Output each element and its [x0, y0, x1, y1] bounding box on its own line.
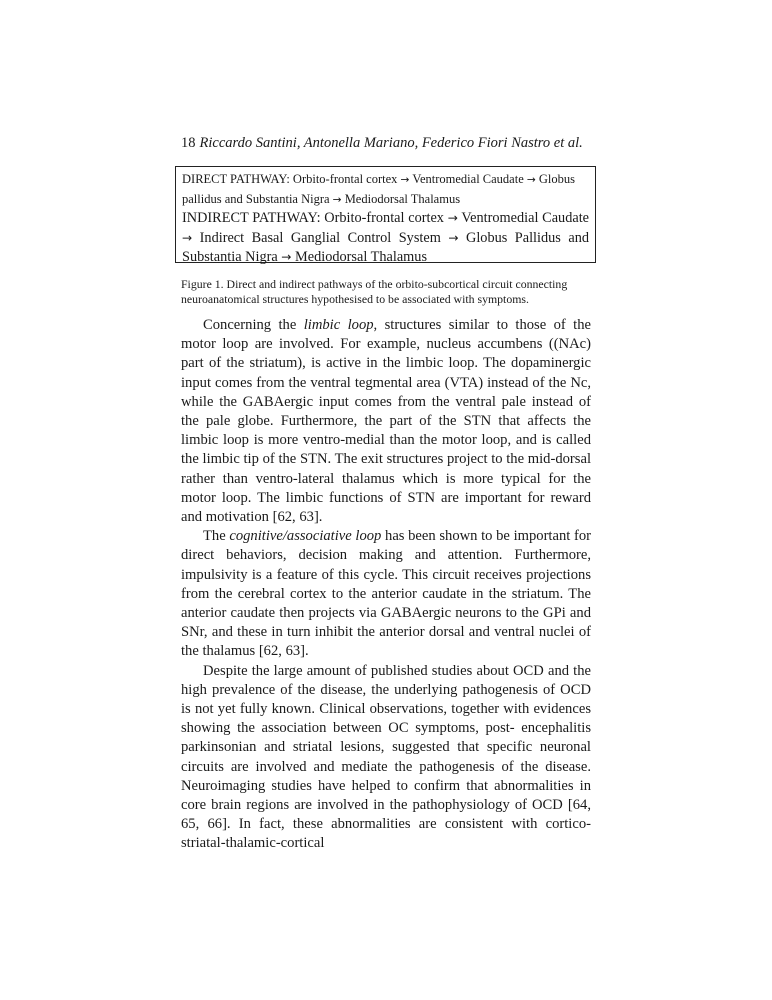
figure-1-pathway-box	[175, 166, 596, 263]
indirect-step-4: Globus Pallidus and Substantia Nigra	[182, 229, 589, 265]
direct-pathway-label: DIRECT PATHWAY:	[182, 172, 290, 186]
paragraph-text: has been shown to be important for direct behaviors, decision making and attention. Furthermore, impulsivity is a feature of this cycle. This circuit receives projections from the cerebral cortex to the anterior caudate in the striatum. The anterior caudate then projects via GABAergic neurons to the GPi and SNr, and these in turn inhibit the anterior dorsal and ventral nuclei of the thalamus [62, 63].	[181, 528, 591, 660]
right-arrow-icon: →	[281, 250, 292, 264]
paragraph-text: The	[203, 528, 230, 545]
right-arrow-icon: →	[447, 211, 458, 225]
right-arrow-icon: →	[526, 173, 536, 186]
direct-pathway	[182, 170, 589, 209]
body-text	[181, 316, 591, 854]
paragraph-limbic-loop	[181, 316, 591, 527]
direct-step-3: Globus pallidus and Substantia Nigra	[182, 172, 576, 206]
paragraph-text: Concerning the	[203, 317, 304, 333]
page-number: 18	[181, 135, 196, 151]
paragraph-text: , structures similar to those of the motor loop are involved. For example, nucleus accumbens ((NAc) part of the striatum), is active in the limbic loop. The dopaminergic input comes from the ventral tegmental area (VTA) instead of the Nc, while the GABAergic input comes from the ventral pale instead of the pale globe. Furthermore, the part of the STN that affects the limbic loop is more ventro-medial than the motor loop, and is called the limbic tip of the STN. The exit structures project to the mid-dorsal rather than ventro-lateral thalamus which is more typical for the motor loop. The limbic functions of STN are important for reward and motivation [62, 63].	[181, 317, 591, 526]
right-arrow-icon: →	[332, 192, 342, 206]
paragraph-ocd-pathogenesis: Despite the large amount of published studies about OCD and the high prevalence of the disease, the underlying pathogenesis of OCD is not yet fully known. Clinical observations, together with evidences showing the association between OC symptoms, post- encephalitis parkinsonian and striatal lesions, suggested that specific neuronal circuits are involved and mediate the pathogenesis of the disease. Neuroimaging studies have helped to confirm that abnormalities in core brain regions are involved in the pathophysiology of OCD [64, 65, 66]. In fact, these abnormalities are consistent with cortico-striatal-thalamic-cortical	[181, 662, 591, 852]
direct-step-4: Mediodorsal Thalamus	[344, 191, 461, 206]
emphasis-limbic-loop: limbic loop	[303, 317, 374, 333]
indirect-pathway	[182, 209, 589, 268]
right-arrow-icon: →	[448, 230, 459, 245]
right-arrow-icon: →	[400, 173, 410, 186]
indirect-step-2: Ventromedial Caudate	[461, 210, 590, 226]
indirect-step-5: Mediodorsal Thalamus	[295, 249, 428, 265]
direct-step-1: Orbito-frontal cortex	[292, 172, 398, 186]
direct-step-2: Ventromedial Caudate	[412, 172, 524, 186]
running-header	[181, 134, 601, 152]
right-arrow-icon: →	[182, 230, 193, 245]
indirect-step-1: Orbito-frontal cortex	[324, 210, 444, 226]
figure-caption: Figure 1. Direct and indirect pathways of the orbito-subcortical circuit connecting neuroanatomical structures hypothesised to be associated with symptoms.	[181, 277, 568, 306]
indirect-step-3: Indirect Basal Ganglial Control System	[199, 229, 441, 246]
indirect-pathway-label: INDIRECT PATHWAY:	[182, 210, 321, 226]
running-title-authors: Riccardo Santini, Antonella Mariano, Federico Fiori Nastro et al.	[199, 135, 583, 151]
emphasis-cognitive-loop: cognitive/associative loop	[229, 528, 382, 545]
paragraph-cognitive-loop	[181, 527, 591, 661]
